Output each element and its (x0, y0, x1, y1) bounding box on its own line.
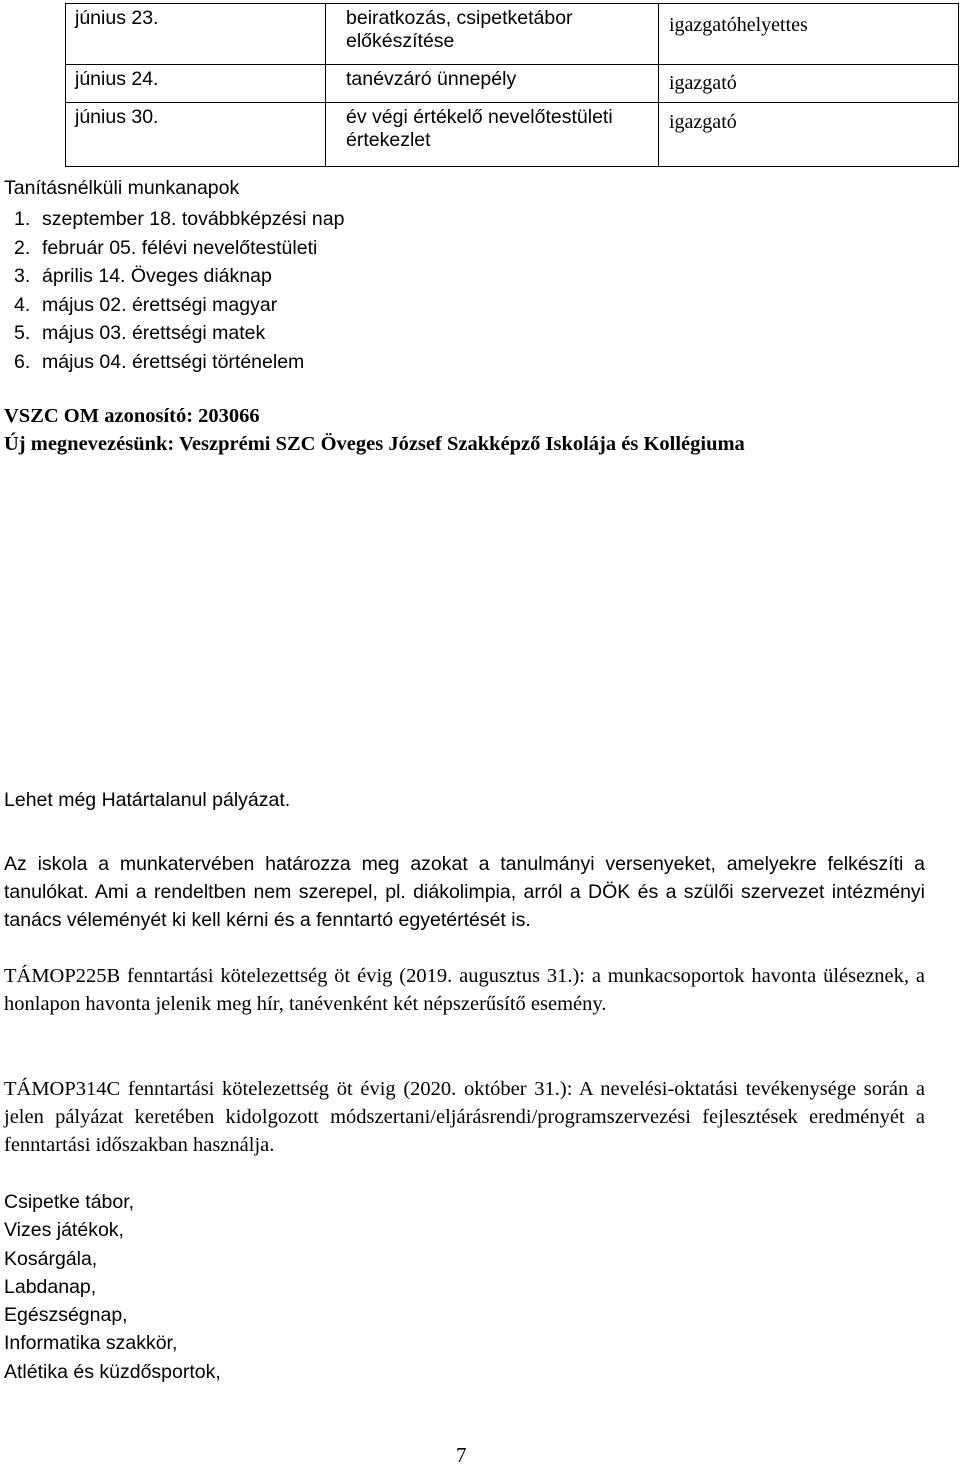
list-item (4, 262, 344, 291)
list-item (4, 348, 344, 377)
list-number: 2. (14, 236, 31, 259)
schedule-table (65, 3, 959, 167)
table-row (66, 4, 959, 65)
list-text: szeptember 18. továbbképzési nap (42, 208, 345, 230)
list-text: május 02. érettségi magyar (42, 293, 278, 316)
list-item: Informatika szakkör, (4, 1332, 178, 1355)
schedule-event: beiratkozás, csipetketábor előkészítése (326, 4, 659, 65)
list-item: Kosárgála, (4, 1247, 98, 1270)
page-number: 7 (456, 1443, 467, 1467)
om-identifier: VSZC OM azonosító: 203066 (4, 405, 260, 427)
competitions-paragraph: Az iskola a munkatervében határozza meg azokat a tanulmányi versenyeket, amelyekre felkészíti a tanulókat. Ami a rendeltben nem szerepel, pl. diákolimpia, arról a DÖK és a szülői szervezet intézményi tanács véleményét ki kell kérni és a fenntartó egyetértését is. (4, 853, 925, 931)
schedule-responsible: igazgató (659, 65, 959, 103)
new-school-name: Új megnevezésünk: Veszprémi SZC Öveges József Szakképző Iskolája és Kollégiuma (4, 433, 745, 455)
list-number: 3. (14, 265, 31, 287)
list-item (4, 319, 344, 348)
list-number: 6. (14, 350, 31, 373)
schedule-responsible: igazgatóhelyettes (659, 4, 959, 65)
list-item (4, 205, 344, 234)
hatartalanul-paragraph: Lehet még Határtalanul pályázat. (4, 789, 291, 811)
schedule-date: június 30. (66, 103, 326, 167)
schedule-responsible: igazgató (659, 103, 959, 167)
list-text: május 04. érettségi történelem (42, 350, 305, 373)
list-item (4, 234, 344, 263)
list-item: Vizes játékok, (4, 1219, 124, 1242)
non-teaching-days-heading: Tanításnélküli munkanapok (4, 177, 240, 199)
list-number: 1. (14, 208, 31, 230)
list-item: Atlétika és küzdősportok, (4, 1360, 221, 1383)
list-text: április 14. Öveges diáknap (42, 265, 272, 287)
table-row (66, 65, 959, 103)
list-number: 5. (14, 322, 31, 344)
schedule-event: év végi értékelő nevelőtestületi értekezlet (326, 103, 659, 167)
list-text: február 05. félévi nevelőtestületi (42, 236, 318, 259)
schedule-event: tanévzáró ünnepély (326, 65, 659, 103)
tamop225-paragraph: TÁMOP225B fenntartási kötelezettség öt évig (2019. augusztus 31.): a munkacsoportok havonta üléseznek, a honlapon havonta jelenik meg hír, tanévenként két népszerűsítő esemény. (4, 965, 925, 1015)
programs-list (4, 1188, 221, 1386)
list-item: Csipetke tábor, (4, 1191, 135, 1213)
list-text: május 03. érettségi matek (42, 322, 266, 344)
list-item (4, 291, 344, 320)
schedule-date: június 23. (66, 4, 326, 65)
list-number: 4. (14, 293, 31, 316)
non-teaching-days-list (4, 205, 344, 376)
schedule-date: június 24. (66, 65, 326, 103)
table-row (66, 103, 959, 167)
list-item: Labdanap, (4, 1275, 97, 1298)
list-item: Egészségnap, (4, 1304, 128, 1327)
tamop314-paragraph: TÁMOP314C fenntartási kötelezettség öt évig (2020. október 31.): A nevelési-oktatási tevékenysége során a jelen pályázat keretében kidolgozott módszertani/eljárásrendi/programszervezési fejlesztések eredményét a fenntartási időszakban használja. (4, 1078, 925, 1156)
